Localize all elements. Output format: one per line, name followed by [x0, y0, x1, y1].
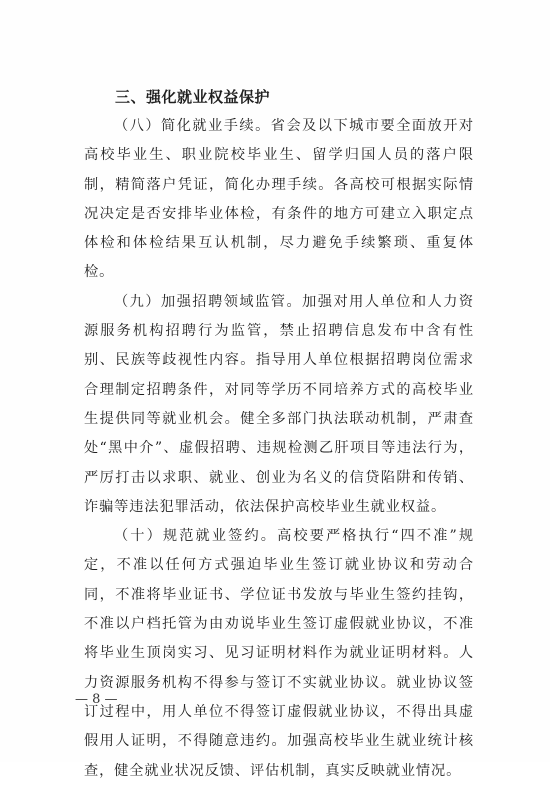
- paragraph-employment-signing: （十）规范就业签约。高校要严格执行“四不准”规定，不准以任何方式强迫毕业生签订就业协议和劳动合同，不准将毕业证书、学位证书发放与毕业生签约挂钩，不准以户档托管为由劝说毕业生签订虚假就业协议，不准将毕业生顶岗实习、见习证明材料作为就业证明材料。人力资源服务机构不得参与签订不实就业协议。就业协议签订过程中，用人单位不得签订虚假就业协议，不得出具虚假用人证明，不得随意违约。加强高校毕业生就业统计核查，健全就业状况反馈、评估机制，真实反映就业情况。: [84, 528, 474, 779]
- document-body: [84, 82, 474, 786]
- paragraph-simplify-procedures: （八）简化就业手续。省会及以下城市要全面放开对高校毕业生、职业院校毕业生、留学归国人员的落户限制，精简落户凭证，简化办理手续。各高校可根据实际情况决定是否安排毕业体检，有条件的地方可建立入职定点体检和体检结果互认机制，尽力避免手续繁琐、重复体检。: [84, 118, 474, 281]
- section-heading: 三、强化就业权益保护: [115, 88, 271, 106]
- page-number: — 8 —: [75, 692, 118, 707]
- paragraph-recruitment-supervision: （九）加强招聘领域监管。加强对用人单位和人力资源服务机构招聘行为监管，禁止招聘信息发布中含有性别、民族等歧视性内容。指导用人单位根据招聘岗位需求合理制定招聘条件，对同等学历不同培养方式的高校毕业生提供同等就业机会。健全多部门执法联动机制，严肃查处“黑中介”、虚假招聘、违规检测乙肝项目等违法行为，严厉打击以求职、就业、创业为名义的信贷陷阱和传销、诈骗等违法犯罪活动，依法保护高校毕业生就业权益。: [84, 293, 474, 515]
